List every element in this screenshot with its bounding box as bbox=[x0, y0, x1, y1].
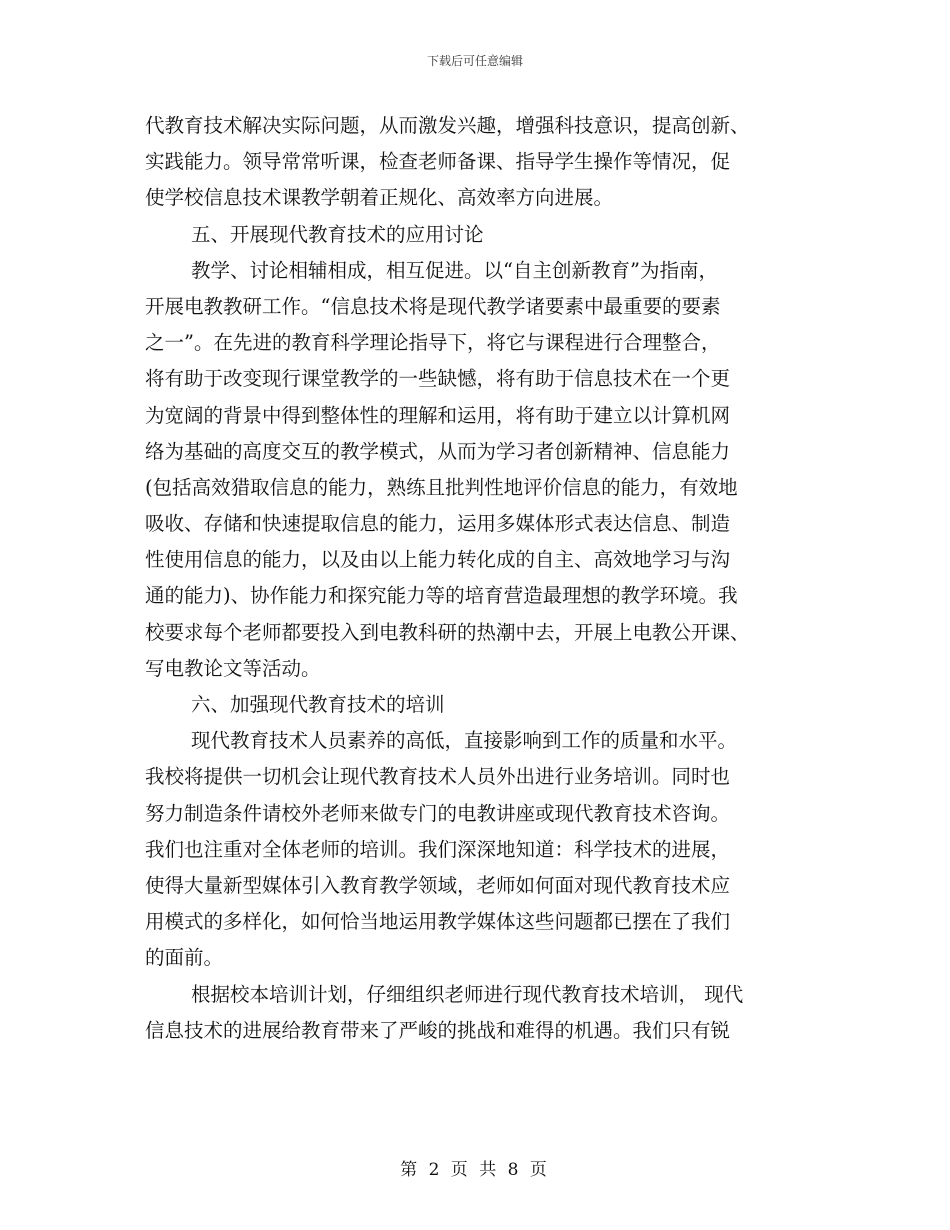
text-line: 五、开展现代教育技术的应用讨论 bbox=[191, 222, 484, 246]
text-line: 吸收、存储和快速提取信息的能力，运用多媒体形式表达信息、制造 bbox=[145, 512, 731, 536]
text-line: 我校将提供一切机会让现代教育技术人员外出进行业务培训。同时也 bbox=[145, 765, 731, 789]
text-line: 根据校本培训计划，仔细组织老师进行现代教育技术培训， 现代 bbox=[191, 982, 744, 1006]
text-line: 络为基础的高度交互的教学模式，从而为学习者创新精神、信息能力 bbox=[145, 439, 731, 463]
text-line: 的面前。 bbox=[145, 946, 224, 970]
text-line: 开展电教教研工作。“信息技术将是现代教学诸要素中最重要的要素 bbox=[145, 294, 721, 318]
document-body bbox=[145, 108, 807, 1049]
text-line: 用模式的多样化，如何恰当地运用教学媒体这些问题都已摆在了我们 bbox=[145, 910, 731, 934]
text-line: 性使用信息的能力，以及由以上能力转化成的自主、高效地学习与沟 bbox=[145, 548, 731, 572]
text-line: 使得大量新型媒体引入教育教学领域，老师如何面对现代教育技术应 bbox=[145, 873, 731, 897]
text-line: 我们也注重对全体老师的培训。我们深深地知道：科学技术的进展， bbox=[145, 837, 731, 861]
text-line: 实践能力。领导常常听课，检查老师备课、指导学生操作等情况，促 bbox=[145, 150, 731, 174]
text-line: 使学校信息技术课教学朝着正规化、高效率方向进展。 bbox=[145, 186, 614, 210]
text-line: (包括高效猎取信息的能力，熟练且批判性地评价信息的能力，有效地 bbox=[145, 475, 738, 499]
text-line: 教学、讨论相辅相成，相互促进。以“自主创新教育”为指南， bbox=[191, 258, 718, 282]
text-line: 代教育技术解决实际问题，从而激发兴趣，增强科技意识，提高创新、 bbox=[145, 114, 750, 137]
text-line: 努力制造条件请校外老师来做专门的电教讲座或现代教育技术咨询。 bbox=[145, 801, 731, 825]
page-footer: 第 2 页 共 8 页 bbox=[400, 1160, 550, 1180]
text-line: 之一”。在先进的教育科学理论指导下，将它与课程进行合理整合， bbox=[145, 331, 721, 355]
text-line: 六、加强现代教育技术的培训 bbox=[191, 693, 445, 716]
text-line: 现代教育技术人员素养的高低，直接影响到工作的质量和水平。 bbox=[191, 729, 738, 753]
text-line: 为宽阔的背景中得到整体性的理解和运用，将有助于建立以计算机网 bbox=[145, 403, 731, 427]
text-line: 将有助于改变现行课堂教学的一些缺憾，将有助于信息技术在一个更 bbox=[145, 367, 731, 391]
text-line: 校要求每个老师都要投入到电教科研的热潮中去，开展上电教公开课、 bbox=[145, 620, 750, 644]
text-line: 信息技术的进展给教育带来了严峻的挑战和难得的机遇。我们只有锐 bbox=[145, 1018, 731, 1042]
page-header: 下载后可任意编辑 bbox=[426, 54, 523, 68]
text-line: 写电教论文等活动。 bbox=[145, 656, 321, 680]
text-line: 通的能力)、协作能力和探究能力等的培育营造最理想的教学环境。我 bbox=[145, 584, 738, 608]
